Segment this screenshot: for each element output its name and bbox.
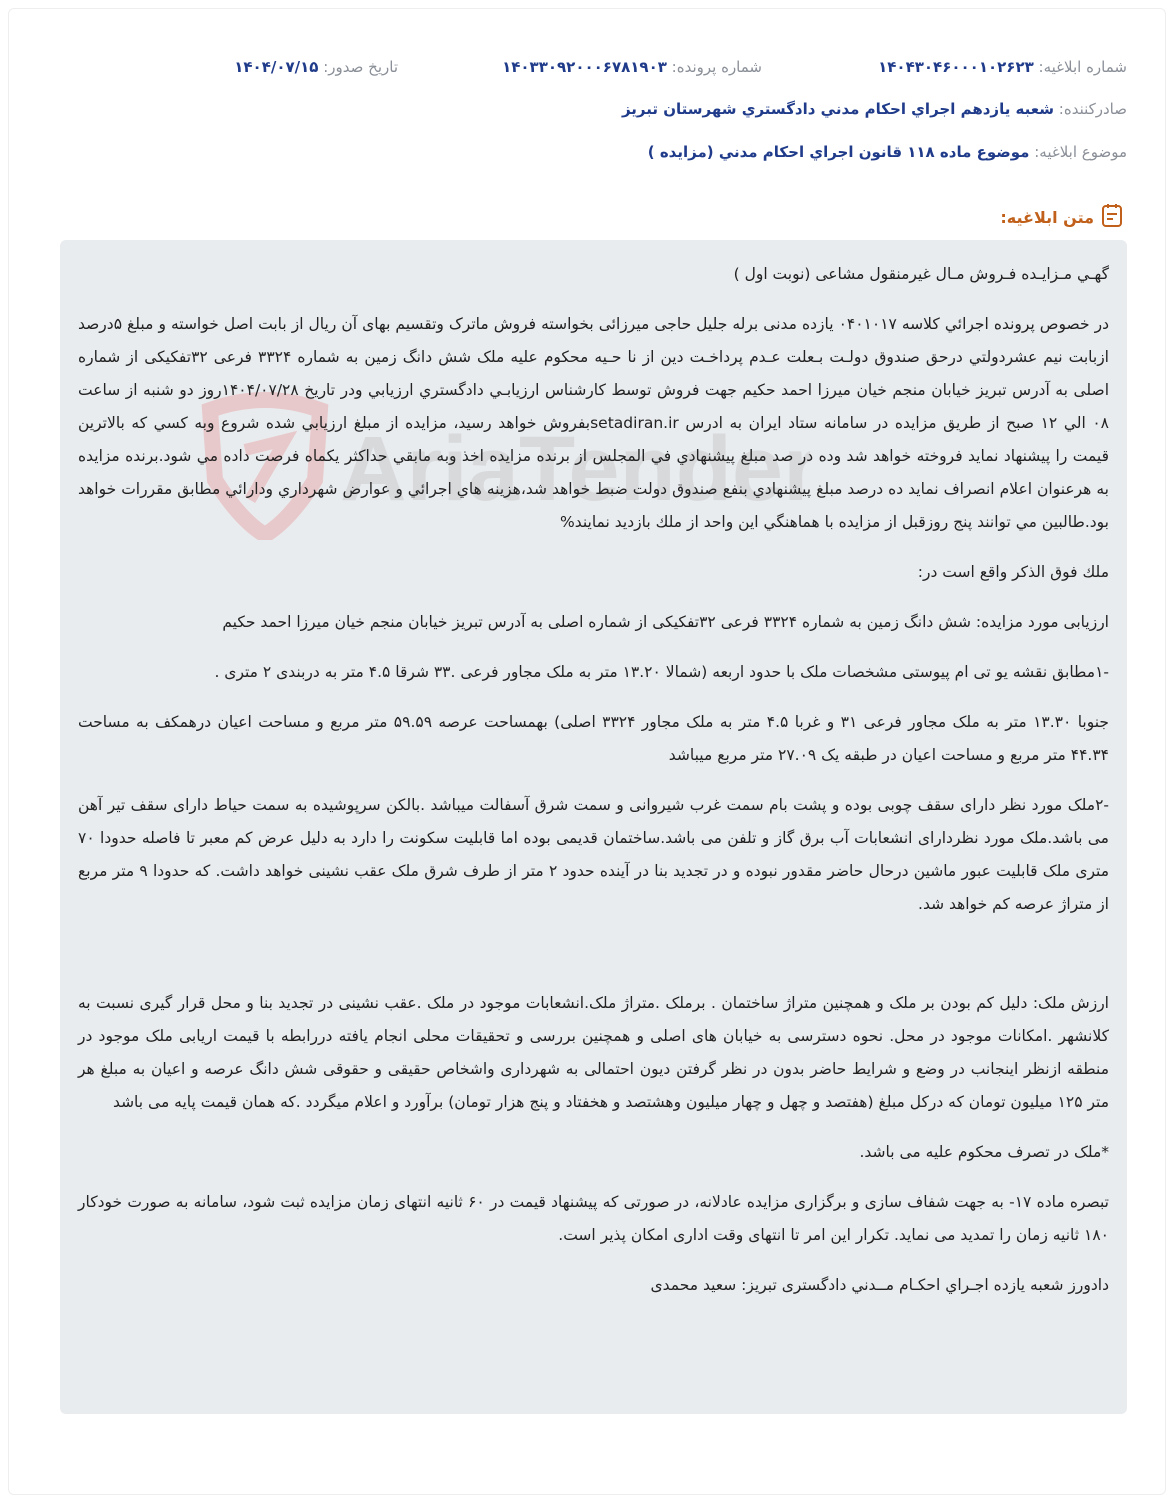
auction-paragraph: در خصوص پرونده اجرائي كلاسه ۰۴۰۱۰۱۷ يازده مدنی برله جليل حاجی ميرزائی بخواسته فروش ماترک وتقسيم بهای آن ريال از بابت اصل خواسته و مبلغ ۵درصد ازبابت نيم عشردولتي درحق صندوق دولـت بـعلت عـدم پرداخـت دين از نا حـيه محكوم عليه ملک شش دانگ زمين به شماره ۳۳۲۴ فرعی ۳۲تفکيکی از شماره اصلی به آدرس تبريز خيابان منجم خيان ميرزا احمد حکيم جهت فروش توسط كارشناس ارزيابـي دادگستري ارزيابي ودر تاريخ ۱۴۰۴/۰۷/۲۸روز دو شنبه از ساعت ۰۸ الي ۱۲ صبح از طريق مزايده در سامانه ستاد ايران به ادرس setadiran.irبفروش خواهد رسيد، مزايده از مبلغ ارزيابي شده شروع وبه كسي كه بالاترين قيمت را پيشنهاد نمايد فروخته خواهد شد وده در صد مبلغ پيشنهادي في المجلس از برنده مزايده اخذ وبه مابقي حداكثر يكماه فرصت داده مي شود.برنده مزايده به هرعنوان اعلام انصراف نمايد ده درصد مبلغ پيشنهادي بنفع صندوق دولت ضبط خواهد شد،هزينه هاي اجرائي و عوارض شهرداري ودارائي مطابق مقررات خواهد بود.طالبين مي توانند پنج روزقبل از مزايده با هماهنگي اين واحد از ملك بازديد نمايند%: [78, 315, 1109, 531]
occupancy-note: *ملک در تصرف محکوم علیه می باشد.: [859, 1143, 1109, 1161]
case-number-label: شماره پرونده:: [671, 58, 762, 76]
boundaries-paragraph: -۱مطابق نقشه یو تی ام پیوستی مشخصات ملک با حدود اربعه (شمالا ۱۳.۲۰ متر به ملک مجاور فرعی .۳۳ شرقا ۴.۵ متر به دربندی ۲ متری .: [214, 663, 1109, 681]
issuer: [622, 100, 1127, 118]
issue-date-value: ۱۴۰۴/۰۷/۱۵: [234, 58, 319, 76]
building-description: -۲ملک مورد نظر دارای سقف چوبی بوده و پشت بام سمت غرب شیروانی و سمت شرق آسفالت میباشد .بالکن سرپوشیده به سمت حیاط دارای سقف تیر آهن می باشد.ملک مورد نظردارای انشعابات آب برق گاز و تلفن می باشد.ساختمان قدیمی بوده اما قابلیت سکونت را دارد به دلیل عرض کم معبر تا فاصله حدودا ۷۰ متری ملک قابلیت عبور ماشین درحال حاضر مقدور نبوده و در تجدید بنا در آینده حدود ۲ متر از طرف شرق ملک عقب نشینی خواهد داشت. که حدودا ۹ متر مربع از متراژ عرصه کم خواهد شد.: [78, 796, 1109, 913]
ad-title: گهـي مـزايـده فـروش مـال غيرمنقول مشاعی (نوبت اول ): [733, 265, 1109, 283]
subject-label: موضوع ابلاغیه:: [1034, 143, 1127, 161]
signature: دادورز شعبه يازده اجـراي احكـام مــدني دادگستری تبريز: سعيد محمدی: [650, 1276, 1109, 1294]
property-value: ارزش ملک: دلیل کم بودن بر ملک و همچنین متراژ ساختمان . برملک .متراژ ملک.انشعابات موجود در ملک .عقب نشینی در تجدید بنا و محل قرار گیری نسبت به کلانشهر .امکانات موجود در محل. نحوه دسترسی به خیابان های اصلی و همچنین بررسی و تحقیقات محلی انجام یافته دررابطه با قیمت اریابی ملک موجود در منطقه ازنظر اینجانب در وضع و شرایط حاضر بدون در نظر گرفتن دیون احتمالی به شهرداری واشخاص حقیقی و حقوقی شش دانگ عرصه و اعیان به مبلغ هر متر ۱۲۵ میلیون تومان که درکل مبلغ (هفتصد و چهل و چهار میلیون وهشتصد و هخفتاد و پنج هزار تومان) برآورد و اعلام میگردد .که همان قیمت پایه می باشد: [78, 994, 1109, 1111]
notice-number-value: ۱۴۰۴۳۰۴۶۰۰۰۱۰۲۶۲۳: [878, 58, 1034, 76]
appraisal-subject: ارزيابی مورد مزايده: شش دانگ زمين به شماره ۳۳۲۴ فرعی ۳۲تفکيکی از شماره اصلی به آدرس تبريز خيابان منجم خيان ميرزا احمد حکيم: [222, 613, 1109, 631]
notice-number-label: شماره ابلاغیه:: [1038, 58, 1127, 76]
area-paragraph: جنوبا ۱۳.۳۰ متر به ملک مجاور فرعی ۳۱ و غربا ۴.۵ متر به ملک مجاور ۳۳۲۴ اصلی) بهمساحت عرصه ۵۹.۵۹ متر مربع و مساحت اعیان درهمکف به مساحت ۴۴.۳۴ متر مربع و مساحت اعیان در طبقه یک ۲۷.۰۹ متر مربع میباشد: [78, 713, 1109, 764]
notepad-icon: [1100, 202, 1124, 232]
notice-text-heading: [1000, 202, 1124, 232]
notice-paragraphs: [78, 258, 1109, 1302]
article-17-note: تبصره ماده ۱۷- به جهت شفاف سازی و برگزاری مزایده عادلانه، در صورتی که پیشنهاد قیمت در ۶۰ ثانیه انتهای زمان مزایده ثبت شود، سامانه به صورت خودکار ۱۸۰ ثانیه زمان را تمدید می نماید. تکرار این امر تا انتهای وقت اداری امکان پذیر است.: [78, 1193, 1109, 1244]
property-location-heading: ملك فوق الذكر واقع است در:: [917, 563, 1109, 581]
subject: [648, 143, 1127, 161]
issuer-label: صادرکننده:: [1058, 100, 1127, 118]
case-number-value: ۱۴۰۳۳۰۹۲۰۰۰۶۷۸۱۹۰۳: [502, 58, 667, 76]
meta-row: [0, 58, 1174, 82]
subject-value: موضوع ماده ۱۱۸ قانون اجراي احكام مدني (مزايده ): [647, 143, 1030, 161]
case-number: [502, 58, 762, 76]
notice-text-title: متن ابلاغیه:: [1000, 207, 1094, 227]
issue-date: [234, 58, 398, 76]
issue-date-label: تاریخ صدور:: [323, 58, 398, 76]
svg-text:AriaTender.net: AriaTender: [340, 418, 810, 520]
issuer-value: شعبه يازدهم اجراي احكام مدني دادگستري شهرستان تبريز: [621, 100, 1054, 118]
notice-body: [60, 240, 1127, 1414]
notice-number: [878, 58, 1127, 76]
